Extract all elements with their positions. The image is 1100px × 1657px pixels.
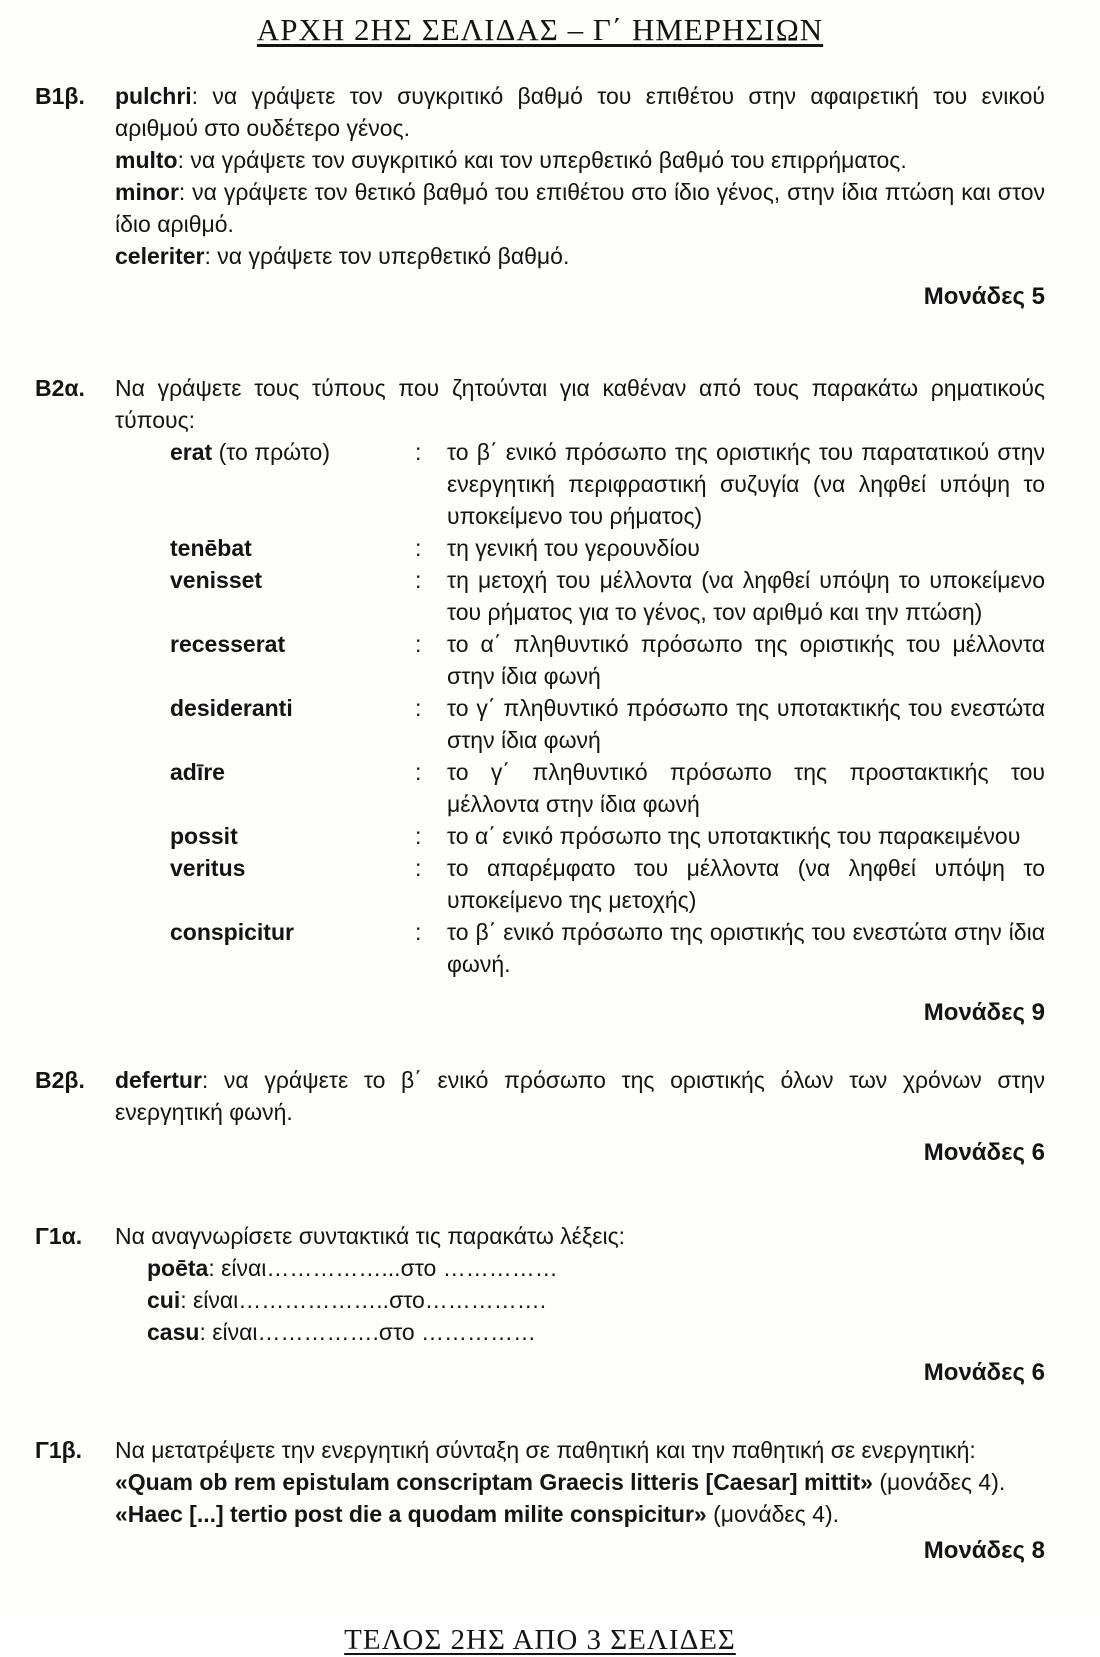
latin-term: minor xyxy=(115,179,179,205)
latin-quote xyxy=(115,1498,1045,1530)
latin-term: cui xyxy=(147,1287,181,1313)
fill-in-dots: : είναι………………..στο……………. xyxy=(180,1287,547,1313)
verb-term xyxy=(170,852,415,884)
colon-separator: : xyxy=(415,439,422,465)
verb-term xyxy=(170,916,415,948)
section-b2a xyxy=(35,372,1045,1028)
verb-row xyxy=(115,916,1045,980)
question-item xyxy=(115,176,1045,240)
verb-row xyxy=(115,852,1045,916)
section-intro: Να αναγνωρίσετε συντακτικά τις παρακάτω λέξεις: xyxy=(115,1223,626,1249)
verb-description: το γ΄ πληθυντικό πρόσωπο της υποτακτικής του ενεστώτα στην ίδια φωνή xyxy=(447,695,1045,753)
verb-description: το α΄ πληθυντικό πρόσωπο της οριστικής του μέλλοντα στην ίδια φωνή xyxy=(447,631,1045,689)
question-item xyxy=(115,80,1045,144)
page-footer xyxy=(35,1624,1045,1657)
section-body xyxy=(115,372,1045,1028)
verb-term xyxy=(170,692,415,724)
section-g1b xyxy=(35,1434,1045,1566)
latin-term: poēta xyxy=(147,1255,209,1281)
verb-row xyxy=(115,564,1045,628)
points-badge: Μονάδες 6 xyxy=(923,1139,1045,1166)
section-body xyxy=(115,1064,1045,1168)
fill-in-dots: : είναι……………...στο …………… xyxy=(208,1255,558,1281)
points-badge: Μονάδες 5 xyxy=(923,283,1045,310)
question-item xyxy=(115,240,1045,272)
fill-in-line xyxy=(147,1252,1045,1284)
colon-separator: : xyxy=(415,823,422,849)
section-label: Γ1α. xyxy=(35,1223,83,1249)
verb-description: το α΄ ενικό πρόσωπο της υποτακτικής του παρακειμένου xyxy=(447,823,1021,849)
fill-in-line xyxy=(147,1284,1045,1316)
verb-term xyxy=(170,628,415,660)
question-text: : να γράψετε τον συγκριτικό βαθμό του επιθέτου στην αφαιρετική του ενικού αριθμού στο ουδέτερο γένος. xyxy=(115,83,1045,141)
section-b1b xyxy=(35,80,1045,312)
latin-term: veritus xyxy=(170,855,246,881)
verb-row xyxy=(115,820,1045,852)
latin-term: recesserat xyxy=(170,631,286,657)
latin-term: celeriter xyxy=(115,243,205,269)
quote-text: «Quam ob rem epistulam conscriptam Graecis litteris [Caesar] mittit» xyxy=(115,1469,873,1495)
section-body xyxy=(115,1434,1045,1566)
verb-term xyxy=(170,436,415,468)
fill-in-dots: : είναι…………….στο …………… xyxy=(199,1319,537,1345)
section-label: Γ1β. xyxy=(35,1437,83,1463)
verb-row xyxy=(115,436,1045,532)
verb-description: τη γενική του γερουνδίου xyxy=(447,535,700,561)
section-g1a xyxy=(35,1220,1045,1388)
verb-term xyxy=(170,820,415,852)
colon-separator: : xyxy=(415,759,422,785)
question-item xyxy=(115,144,1045,176)
verb-row xyxy=(115,532,1045,564)
question-text: : να γράψετε τον υπερθετικό βαθμό. xyxy=(204,243,570,269)
question-text: : να γράψετε το β΄ ενικό πρόσωπο της οριστικής όλων των χρόνων στην ενεργητική φωνή. xyxy=(115,1067,1045,1125)
page-header xyxy=(35,12,1045,48)
colon-separator: : xyxy=(415,535,422,561)
latin-term: venisset xyxy=(170,567,263,593)
verb-term xyxy=(170,564,415,596)
verb-row xyxy=(115,628,1045,692)
points-badge: Μονάδες 6 xyxy=(923,1359,1045,1386)
latin-term: conspicitur xyxy=(170,919,294,945)
section-body xyxy=(115,1220,1045,1388)
latin-quote xyxy=(115,1466,1045,1498)
latin-term: desideranti xyxy=(170,695,293,721)
quote-note: (μονάδες 4). xyxy=(706,1501,839,1527)
latin-term: defertur xyxy=(115,1067,202,1093)
section-label: Β2α. xyxy=(35,375,85,401)
colon-separator: : xyxy=(415,567,422,593)
verb-description: το β΄ ενικό πρόσωπο της οριστικής του παρατατικού στην ενεργητική περιφραστική συζυγία (να ληφθεί υπόψη το υποκείμενο του ρήματος) xyxy=(447,439,1045,529)
latin-term: tenēbat xyxy=(170,535,252,561)
verb-row xyxy=(115,756,1045,820)
quote-text: «Haec [...] tertio post die a quodam milite conspicitur» xyxy=(115,1501,707,1527)
verb-description: το γ΄ πληθυντικό πρόσωπο της προστακτικής του μέλλοντα στην ίδια φωνή xyxy=(447,759,1045,817)
latin-term: possit xyxy=(170,823,238,849)
latin-term: multo xyxy=(115,147,178,173)
verb-description: το απαρέμφατο του μέλλοντα (να ληφθεί υπόψη το υποκείμενο της μετοχής) xyxy=(447,855,1045,913)
verb-term xyxy=(170,756,415,788)
page-footer-text: ΤΕΛΟΣ 2ΗΣ ΑΠΟ 3 ΣΕΛΙΔΕΣ xyxy=(344,1624,736,1656)
latin-term: casu xyxy=(147,1319,200,1345)
latin-term: erat xyxy=(170,439,213,465)
question-text: : να γράψετε τον συγκριτικό και τον υπερθετικό βαθμό του επιρρήματος. xyxy=(177,147,907,173)
section-label: Β2β. xyxy=(35,1067,85,1093)
section-intro: Να γράψετε τους τύπους που ζητούνται για καθέναν από τους παρακάτω ρηματικούς τύπους: xyxy=(115,375,1045,433)
colon-separator: : xyxy=(415,855,422,881)
fill-in-line xyxy=(147,1316,1045,1348)
section-label: Β1β. xyxy=(35,83,85,109)
points-badge: Μονάδες 8 xyxy=(923,1537,1045,1564)
verb-list xyxy=(115,436,1045,980)
quote-note: (μονάδες 4). xyxy=(872,1469,1006,1495)
latin-term: pulchri xyxy=(115,83,192,109)
verb-description: το β΄ ενικό πρόσωπο της οριστικής του ενεστώτα στην ίδια φωνή. xyxy=(447,919,1045,977)
colon-separator: : xyxy=(415,695,422,721)
term-note: (το πρώτο) xyxy=(212,439,330,465)
question-item xyxy=(115,1064,1045,1128)
page-header-text: ΑΡΧΗ 2ΗΣ ΣΕΛΙΔΑΣ – Γ΄ ΗΜΕΡΗΣΙΩΝ xyxy=(256,12,824,47)
verb-description: τη μετοχή του μέλλοντα (να ληφθεί υπόψη το υποκείμενο του ρήματος για το γένος, τον αριθμό και την πτώση) xyxy=(447,567,1045,625)
verb-row xyxy=(115,692,1045,756)
colon-separator: : xyxy=(415,631,422,657)
verb-term xyxy=(170,532,415,564)
section-intro: Να μετατρέψετε την ενεργητική σύνταξη σε παθητική και την παθητική σε ενεργητική: xyxy=(115,1437,976,1463)
colon-separator: : xyxy=(415,919,422,945)
latin-term: adīre xyxy=(170,759,225,785)
question-text: : να γράψετε τον θετικό βαθμό του επιθέτου στο ίδιο γένος, στην ίδια πτώση και στον ίδιο αριθμό. xyxy=(115,179,1045,237)
section-body xyxy=(115,80,1045,312)
section-b2b xyxy=(35,1064,1045,1168)
points-badge: Μονάδες 9 xyxy=(923,999,1045,1026)
